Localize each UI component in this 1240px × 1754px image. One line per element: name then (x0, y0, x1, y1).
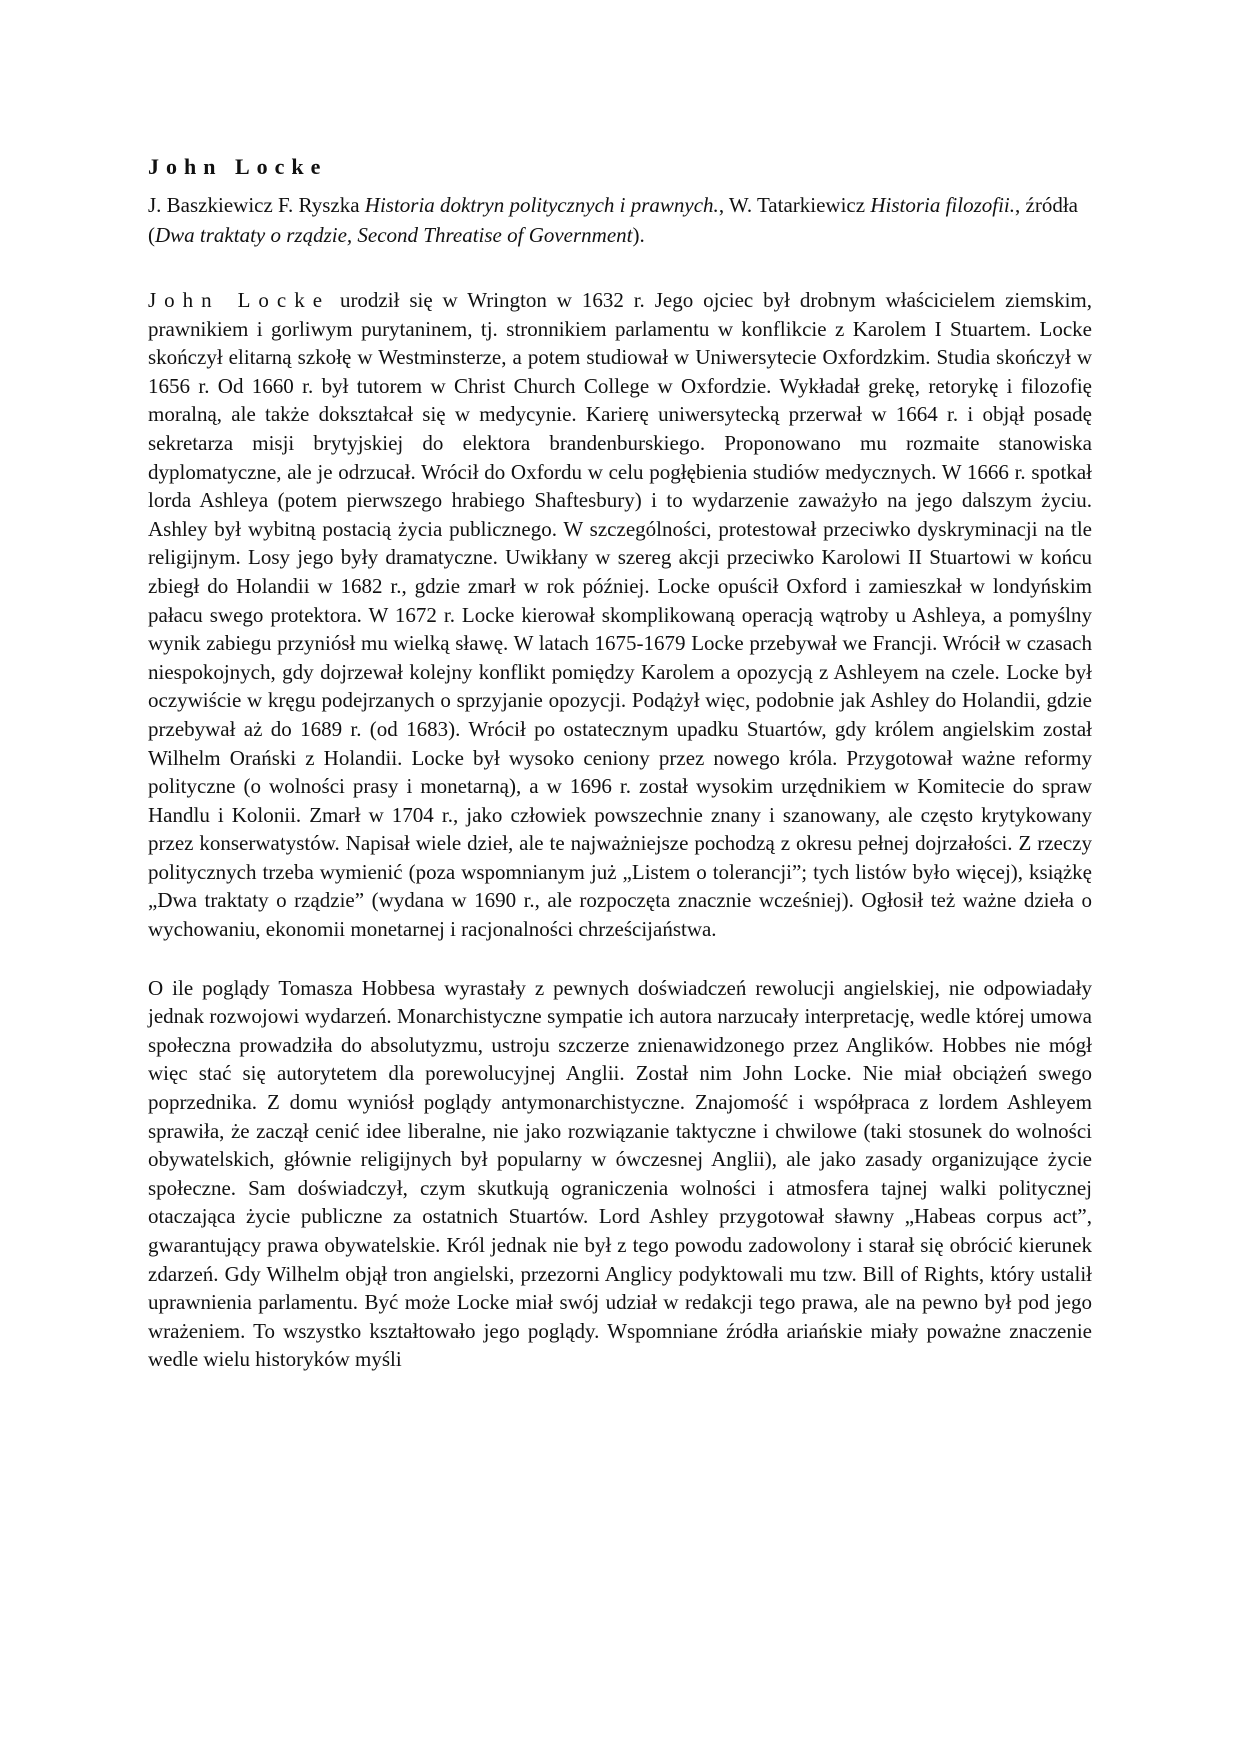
sources-end: ). (632, 223, 645, 247)
sources-separator-1: , W. Tatarkiewicz (718, 193, 871, 217)
sources-line (148, 190, 1092, 250)
document-page (148, 150, 1092, 1374)
sources-book-traktaty: Dwa traktaty o rządzie, Second Threatise of Government (155, 223, 633, 247)
paragraph-biography-text: urodził się w Wrington w 1632 r. Jego ojciec był drobnym właścicielem ziemskim, prawnikiem i gorliwym purytaninem, tj. stronnikiem parlamentu w konflikcie z Karolem I Stuartem. Locke skończył elitarną szkołę w Westminsterze, a potem studiował w Uniwersytecie Oxfordzkim. Studia skończył w 1656 r. Od 1660 r. był tutorem w Christ Church College w Oxfordzie. Wykładał grekę, retorykę i filozofię moralną, ale także dokształcał się w medycynie. Karierę uniwersytecką przerwał w 1664 r. i objął posadę sekretarza misji brytyjskiej do elektora brandenburskiego. Proponowano mu rozmaite stanowiska dyplomatyczne, ale je odrzucał. Wrócił do Oxfordu w celu pogłębienia studiów medycznych. W 1666 r. spotkał lorda Ashleya (potem pierwszego hrabiego Shaftesbury) i to wydarzenie zaważyło na jego dalszym życiu. Ashley był wybitną postacią życia publicznego. W szczególności, protestował przeciwko dyskryminacji na tle religijnym. Losy jego były dramatyczne. Uwikłany w szereg akcji przeciwko Karolowi II Stuartowi w końcu zbiegł do Holandii w 1682 r., gdzie zmarł w rok później. Locke opuścił Oxford i zamieszkał w londyńskim pałacu swego protektora. W 1672 r. Locke kierował skomplikowaną operacją wątroby u Ashleya, a pomyślny wynik zabiegu przyniósł mu wielką sławę. W latach 1675-1679 Locke przebywał we Francji. Wrócił w czasach niespokojnych, gdy dojrzewał kolejny konflikt pomiędzy Karolem a opozycją z Ashleyem na czele. Locke był oczywiście w kręgu podejrzanych o sprzyjanie opozycji. Podążył więc, podobnie jak Ashley do Holandii, gdzie przebywał aż do 1689 r. (od 1683). Wrócił po ostatecznym upadku Stuartów, gdy królem angielskim został Wilhelm Orański z Holandii. Locke był wysoko ceniony przez nowego króla. Przygotował ważne reformy polityczne (o wolności prasy i monetarną), a w 1696 r. został wysokim urzędnikiem w Komitecie do spraw Handlu i Kolonii. Zmarł w 1704 r., jako człowiek powszechnie znany i szanowany, ale często krytykowany przez konserwatystów. Napisał wiele dzieł, ale te najważniejsze pochodzą z okresu pełnej dojrzałości. Z rzeczy politycznych trzeba wymienić (poza wspomnianym już „Listem o tolerancji”; tych listów było więcej), książkę „Dwa traktaty o rządzie” (wydana w 1690 r., ale rozpoczęta znacznie wcześniej). Ogłosił też ważne dzieła o wychowaniu, ekonomii monetarnej i racjonalności chrześcijaństwa. (148, 288, 1092, 942)
paragraph-biography (148, 286, 1092, 944)
sources-authors: J. Baszkiewicz F. Ryszka (148, 193, 365, 217)
sources-book-filozofia: Historia filozofii. (870, 193, 1016, 217)
document-title: John Locke (148, 154, 328, 179)
sources-separator-2: , źródła ( (148, 193, 1079, 247)
paragraph-views: O ile poglądy Tomasza Hobbesa wyrastały z pewnych doświadczeń rewolucji angielskiej, nie odpowiadały jednak rozwojowi wydarzeń. Monarchistyczne sympatie ich autora narzucały interpretację, wedle której umowa społeczna prowadziła do absolutyzmu, ustroju szczerze znienawidzonego przez Anglików. Hobbes nie mógł więc stać się autorytetem dla porewolucyjnej Anglii. Został nim John Locke. Nie miał obciążeń swego poprzednika. Z domu wyniósł poglądy antymonarchistyczne. Znajomość i współpraca z lordem Ashleyem sprawiła, że zaczął cenić idee liberalne, nie jako rozwiązanie taktyczne i chwilowe (taki stosunek do wolności obywatelskich, głównie religijnych był popularny w ówczesnej Anglii), ale jako zasady organizujące życie społeczne. Sam doświadczył, czym skutkują ograniczenia wolności i atmosfera tajnej walki politycznej otaczająca życie publiczne za ostatnich Stuartów. Lord Ashley przygotował sławny „Habeas corpus act”, gwarantujący prawa obywatelskie. Król jednak nie był z tego powodu zadowolony i starał się obrócić kierunek zdarzeń. Gdy Wilhelm objął tron angielski, przezorni Anglicy podyktowali mu tzw. Bill of Rights, który ustalił uprawnienia parlamentu. Być może Locke miał swój udział w redakcji tego prawa, ale na pewno był pod jego wrażeniem. To wszystko kształtowało jego poglądy. Wspomniane źródła ariańskie miały poważne znaczenie wedle wielu historyków myśli (148, 975, 1092, 1372)
paragraph-lead-name: John Locke (148, 288, 331, 312)
sources-book-doktryny: Historia doktryn politycznych i prawnych. (364, 193, 719, 217)
